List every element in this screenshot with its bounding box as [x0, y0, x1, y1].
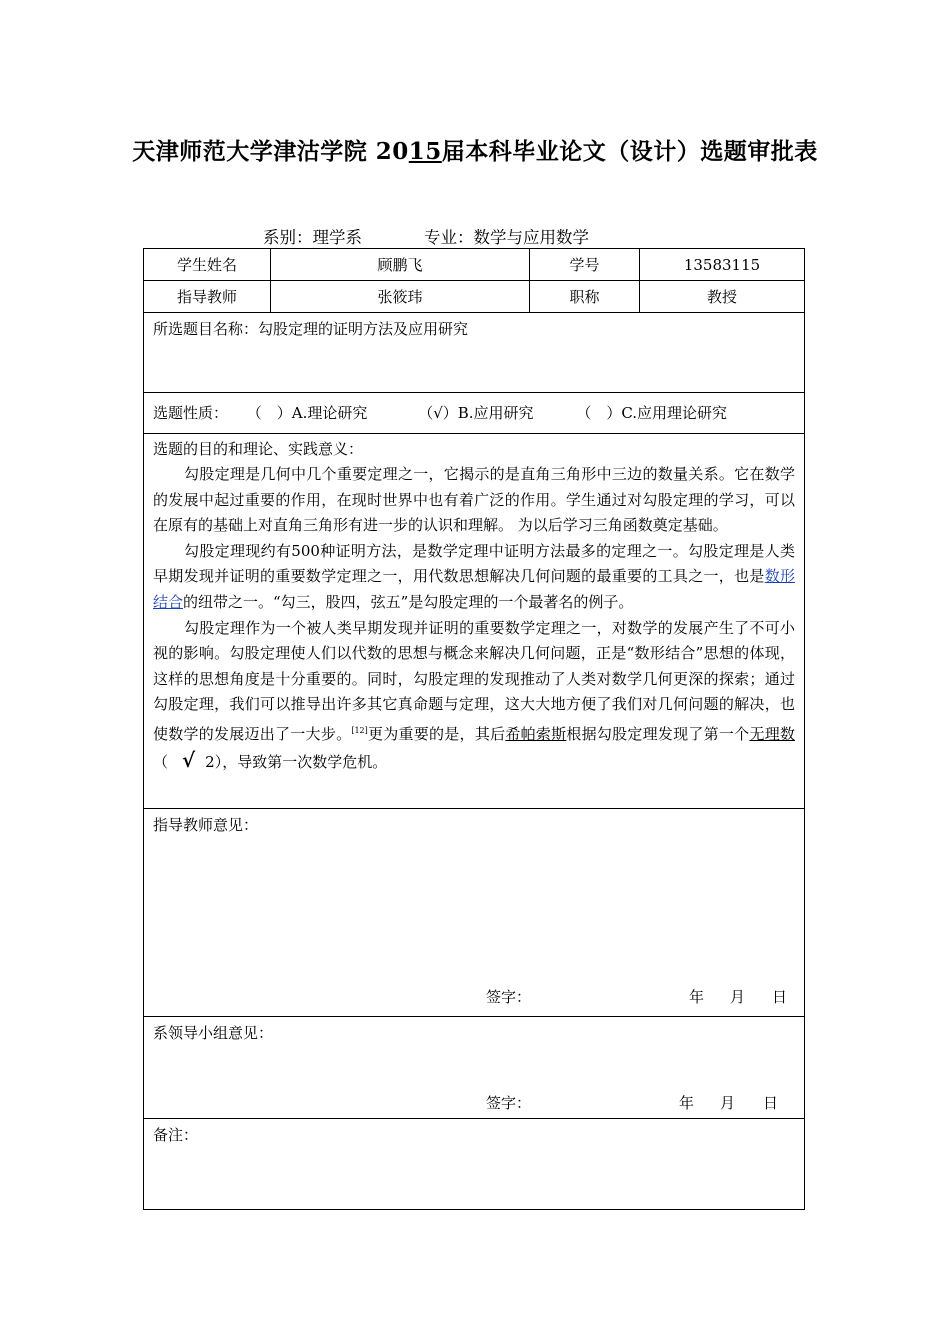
advisor-day: 日 [772, 988, 788, 1006]
dept-label: 系别： [263, 228, 313, 247]
group-month: 月 [720, 1094, 736, 1112]
remarks-label: 备注： [153, 1126, 199, 1144]
purpose-heading: 选题的目的和理论、实践意义： [153, 440, 364, 458]
sqrt-symbol: √ [182, 747, 196, 772]
purpose-paragraph-3: 勾股定理作为一个被人类早期发现并证明的重要数学定理之一，对数学的发展产生了不可小视的影响。勾股定理使人们以代数的思想与概念来解决几何问题，正是“数形结合”思想的体现，这样的思想角度是十分重要的。同时，勾股定理的发现推动了人类对数学几何更深的探索；通过勾股定理，我们可以推导出许多其它真命题与定理，这大大地方便了我们对几何问题的解决，也使数学的发展迈出了一大步。[12]更为重要的是，其后希帕索斯根据勾股定理发现了第一个无理数（ √ 2），导致第一次数学危机。 [153, 618, 795, 772]
student-id-value: 13583115 [639, 249, 804, 280]
nature-option-b[interactable]: （√）B.应用研究 [418, 404, 534, 422]
advisor-value: 张筱玮 [270, 281, 529, 312]
purpose-row [144, 434, 804, 809]
advisor-row [144, 281, 804, 313]
nature-option-a[interactable]: （ ）A.理论研究 [246, 404, 368, 422]
topic-line [144, 313, 804, 342]
advisor-year: 年 [689, 988, 705, 1006]
rank-value: 教授 [639, 281, 804, 312]
student-row [144, 249, 804, 281]
rank-label: 职称 [529, 281, 639, 312]
group-opinion-row [144, 1017, 804, 1119]
student-name-label: 学生姓名 [176, 256, 237, 274]
dept-major-line [263, 224, 589, 248]
approval-form [143, 248, 805, 1210]
major-value: 数学与应用数学 [473, 228, 589, 247]
name-hippasus: 希帕索斯 [505, 724, 567, 743]
topic-label: 所选题目名称： [153, 320, 259, 338]
advisor-opinion-row [144, 809, 804, 1017]
student-name-value: 顾鹏飞 [270, 249, 529, 280]
major-label: 专业： [424, 228, 474, 247]
student-id-label: 学号 [529, 249, 639, 280]
group-opinion-label: 系领导小组意见： [153, 1024, 274, 1042]
purpose-block [144, 434, 804, 775]
advisor-month: 月 [730, 988, 746, 1006]
advisor-sign-label: 签字： [486, 988, 532, 1006]
topic-row [144, 313, 804, 393]
group-day: 日 [763, 1094, 779, 1112]
link-shuxing-jiehe[interactable]: 数形结合 [153, 567, 795, 611]
citation-ref: [12] [351, 725, 368, 735]
page-title: 天津师范大学津沽学院 2015届本科毕业论文（设计）选题审批表 [132, 138, 818, 165]
purpose-paragraph-1: 勾股定理是几何中几个重要定理之一，它揭示的是直角三角形中三边的数量关系。它在数学的发展中起过重要的作用，在现时世界中也有着广泛的作用。学生通过对勾股定理的学习，可以在原有的基础上对直角三角形有进一步的认识和理解。 为以后学习三角函数奠定基础。 [153, 465, 795, 535]
nature-option-c[interactable]: （ ）C.应用理论研究 [576, 404, 728, 422]
nature-row [144, 393, 804, 434]
advisor-label: 指导教师 [176, 288, 237, 306]
dept-value: 理学系 [312, 228, 362, 247]
term-irrational: 无理数 [749, 724, 795, 743]
advisor-opinion-label: 指导教师意见： [153, 816, 259, 834]
nature-label: 选题性质： [153, 404, 229, 422]
nature-line [144, 393, 804, 426]
group-year: 年 [679, 1094, 695, 1112]
group-sign-label: 签字： [486, 1094, 532, 1112]
remarks-row [144, 1119, 804, 1209]
topic-name: 勾股定理的证明方法及应用研究 [258, 320, 469, 338]
purpose-paragraph-2: 勾股定理现约有500种证明方法，是数学定理中证明方法最多的定理之一。勾股定理是人类早期发现并证明的重要数学定理之一，用代数思想解决几何问题的最重要的工具之一，也是数形结合的纽带之一。“勾三，股四，弦五”是勾股定理的一个最著名的例子。 [153, 541, 795, 611]
title-year: 15 [408, 138, 442, 165]
